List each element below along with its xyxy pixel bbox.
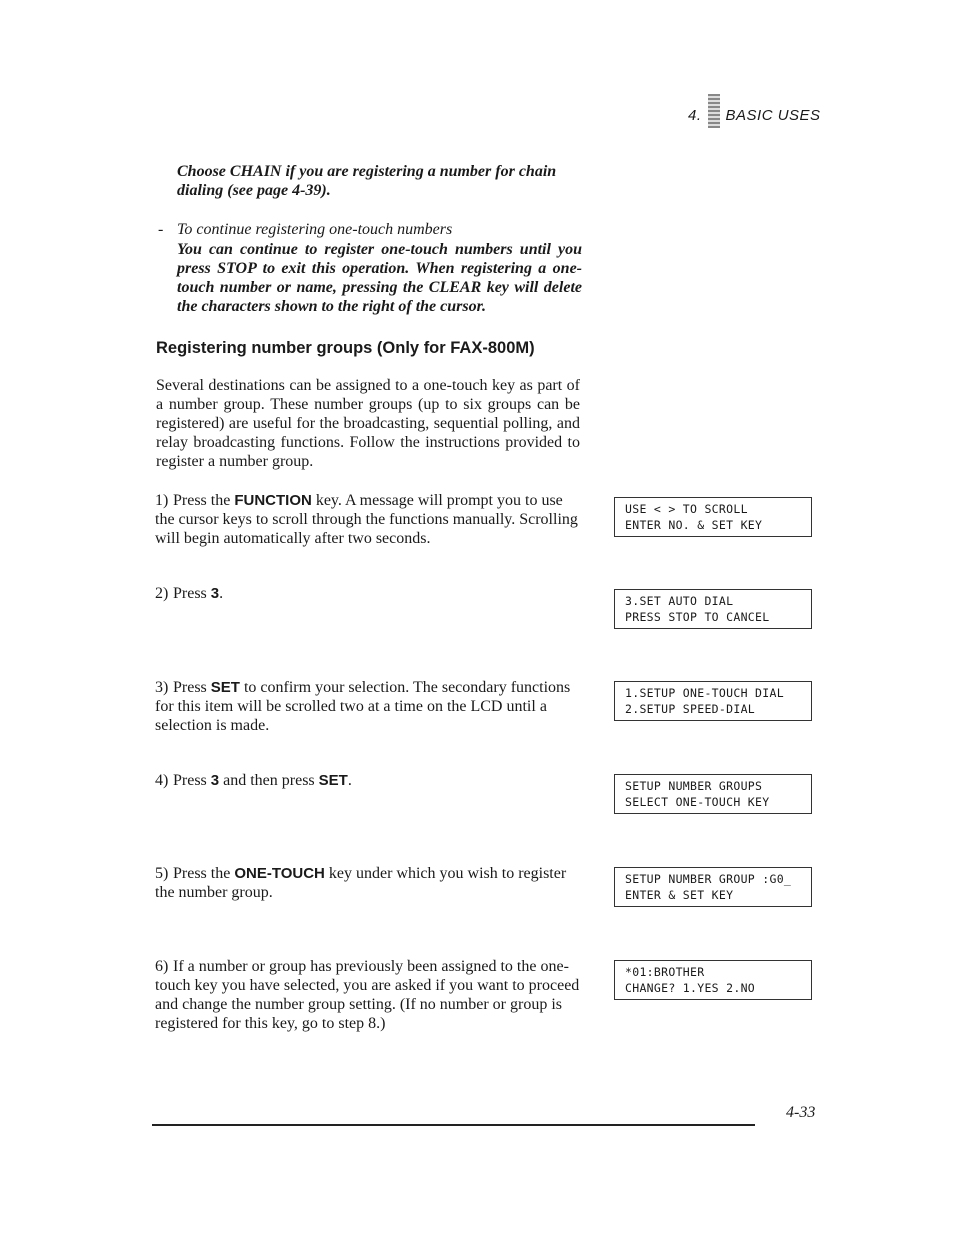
lcd-line: SELECT ONE-TOUCH KEY <box>625 795 770 809</box>
lcd-line: 2.SETUP SPEED-DIAL <box>625 702 756 716</box>
step-number: 3) <box>155 679 169 696</box>
lcd-line: USE < > TO SCROLL <box>625 502 748 516</box>
step-number: 6) <box>155 958 169 975</box>
footer-rule <box>152 1124 755 1126</box>
step-1: 1) Press the FUNCTION key. A message will prompt you to use the cursor keys to scroll through the functions manually. Scrolling will begin automatically after two seconds. <box>155 492 578 547</box>
step-3: 3) Press SET to confirm your selection. The secondary functions for this item will be scrolled two at a time on the LCD until a selection is made. <box>155 679 571 734</box>
step-number: 5) <box>155 865 169 882</box>
key-name: ONE-TOUCH <box>234 865 325 882</box>
lcd-display-1 <box>614 497 812 537</box>
lcd-line: ENTER NO. & SET KEY <box>625 518 763 532</box>
continue-note-body: You can continue to register one-touch numbers until you press STOP to exit this operation. When registering a one-touch number or name, pressing the CLEAR key will delete the characters shown to the right of the cursor. <box>177 241 582 315</box>
lcd-line: *01:BROTHER <box>625 965 705 979</box>
key-name: SET <box>318 772 348 789</box>
chapter-tab-marker <box>708 94 720 128</box>
step-number: 1) <box>155 492 169 509</box>
step-6: 6) If a number or group has previously been assigned to the one-touch key you have selected, you are asked if you want to proceed and change the number group setting. (If no number or group is registered for this key, go to step 8.) <box>155 958 580 1032</box>
continue-note-title: To continue registering one-touch numbers <box>177 221 453 238</box>
step-5: 5) Press the ONE-TOUCH key under which you wish to register the number group. <box>155 865 567 901</box>
continue-note-dash: - <box>158 221 164 238</box>
chapter-number: 4. <box>688 107 702 124</box>
chain-note <box>177 162 587 200</box>
section-title: Registering number groups (Only for FAX-800M) <box>156 339 535 357</box>
key-name: 3 <box>210 585 220 602</box>
lcd-line: ENTER & SET KEY <box>625 888 734 902</box>
lcd-line: SETUP NUMBER GROUP :G0_ <box>625 872 792 886</box>
step-2: 2) Press 3. <box>155 585 224 602</box>
lcd-display-2 <box>614 589 812 629</box>
key-name: FUNCTION <box>234 492 312 509</box>
step-4: 4) Press 3 and then press SET. <box>155 772 352 789</box>
chain-note-line2: dialing (see page 4-39). <box>177 182 331 199</box>
step-number: 4) <box>155 772 169 789</box>
lcd-line: 1.SETUP ONE-TOUCH DIAL <box>625 686 784 700</box>
running-header <box>688 94 828 128</box>
chapter-title: BASIC USES <box>725 107 821 124</box>
lcd-line: SETUP NUMBER GROUPS <box>625 779 763 793</box>
lcd-line: CHANGE? 1.YES 2.NO <box>625 981 756 995</box>
page-number: 4-33 <box>786 1104 816 1121</box>
lcd-display-5 <box>614 867 812 907</box>
chain-note-line1: Choose CHAIN if you are registering a number for chain <box>177 163 557 180</box>
lcd-display-6 <box>614 960 812 1000</box>
key-name: SET <box>210 679 240 696</box>
lcd-line: 3.SET AUTO DIAL <box>625 594 734 608</box>
step-number: 2) <box>155 585 169 602</box>
lcd-line: PRESS STOP TO CANCEL <box>625 610 770 624</box>
key-name: 3 <box>210 772 220 789</box>
lcd-display-3 <box>614 681 812 721</box>
intro-paragraph: Several destinations can be assigned to a one-touch key as part of a number group. These number groups (up to six groups can be registered) are useful for the broadcasting, sequential polling, and relay broadcasting functions. Follow the instructions provided to register a number group. <box>156 377 580 470</box>
lcd-display-4 <box>614 774 812 814</box>
